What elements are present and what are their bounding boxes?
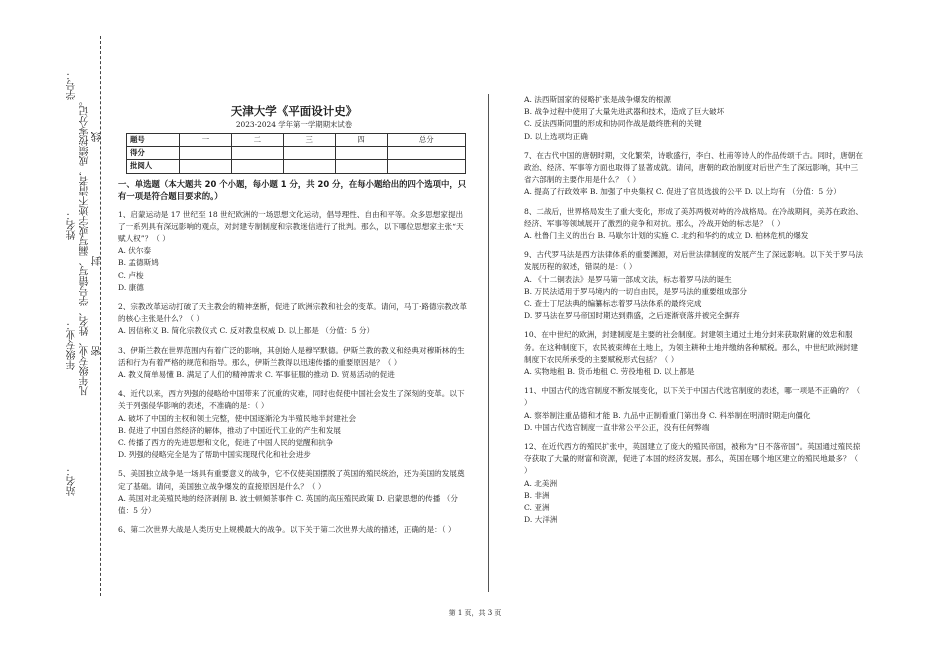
answer-option[interactable]: B. 非洲 <box>524 490 550 500</box>
grader-cell[interactable] <box>387 160 466 173</box>
question-stem: 10、在中世纪的欧洲，封建制度是主要的社会制度。封建领主通过土地分封来获取附庸的效忠和服务。在这种制度下，农民被束缚在土地上，为领主耕种土地并缴纳各种赋税。那么，中世纪欧洲封建制度下农民所承受的主要赋税形式包括？（ ） <box>524 330 859 364</box>
score-table-header: 一 <box>180 134 232 147</box>
column-divider <box>488 94 489 592</box>
school-label: 站名： <box>67 466 78 496</box>
question-block <box>118 388 470 461</box>
score-table-score-row <box>127 147 466 160</box>
binding-mark-xian: 线 <box>92 132 103 142</box>
answer-option[interactable]: A. 察举制注重品德和才能 B. 九品中正制看重门第出身 C. 科举制在明清时期走向僵化 <box>524 410 811 420</box>
answer-option[interactable]: A. 北美洲 <box>524 478 558 488</box>
binding-mark-feng: 封 <box>92 256 103 266</box>
question-block <box>524 94 864 143</box>
score-table-grader-row <box>127 160 466 173</box>
name-label: 姓名： <box>67 210 78 240</box>
exam-subtitle: 2023-2024 学年第一学期期末试卷 <box>235 120 353 129</box>
question-block <box>118 468 470 517</box>
answer-option[interactable]: B. 战争过程中使用了大量先进武器和技术，造成了巨大破坏 <box>524 107 725 117</box>
answer-option[interactable]: A. 杜鲁门主义的出台 B. 马歇尔计划的实施 C. 北约和华约的成立 D. 柏林危机的爆发 <box>524 231 809 241</box>
binding-warning-text: 凡年级专业、姓名、学号错写、漏写或字迹不清者，成绩按零分记。 <box>80 96 91 396</box>
answer-option[interactable]: A. 因信称义 B. 简化宗教仪式 C. 反对教皇权威 D. 以上都是 （分值：5 分） <box>118 326 375 336</box>
score-cell[interactable] <box>387 147 466 160</box>
section-heading: 一、单选题（本大题共 20 个小题，每小题 1 分，共 20 分，在每小题给出的四个选项中，只有一项是符合题目要求的。） <box>118 178 467 201</box>
question-stem: 3、伊斯兰教在世界范围内有着广泛的影响，其创始人是穆罕默德。伊斯兰教的教义和经典对穆斯林的生活和行为有着严格的规范和指导。那么，伊斯兰教得以迅速传播的重要原因是？（ ） <box>118 345 465 367</box>
score-cell[interactable] <box>180 147 232 160</box>
answer-option[interactable]: C. 查士丁尼法典的编纂标志着罗马法体系的最终完成 <box>524 299 702 309</box>
score-cell[interactable] <box>335 147 387 160</box>
question-stem: 1、启蒙运动是 17 世纪至 18 世纪欧洲的一场思想文化运动，倡导理性、自由和平等。众多思想家提出了一系列具有深远影响的观点，对封建专制制度和宗教迷信进行了批判。那么，以下哪位思想家主张“天赋人权”？（ ） <box>118 209 464 244</box>
answer-option[interactable]: A. 教义简单易懂 B. 满足了人们的精神需求 C. 军事征服的推动 D. 贸易活动的促进 <box>118 370 395 380</box>
score-table <box>126 133 466 174</box>
answer-option[interactable]: A. 《十二铜表法》是罗马第一部成文法，标志着罗马法的诞生 <box>524 274 732 284</box>
question-block <box>524 150 864 199</box>
grader-cell[interactable] <box>335 160 387 173</box>
score-table-header-row <box>127 134 466 147</box>
score-table-header: 二 <box>231 134 283 147</box>
question-block <box>524 206 864 243</box>
answer-option[interactable]: D. 康德 <box>118 282 144 292</box>
student-id-label: 学号： <box>67 70 78 100</box>
question-stem: 2、宗教改革运动打破了天主教会的精神垄断，促进了欧洲宗教和社会的变革。请问，马丁·路德宗教改革的核心主张是什么？（ ） <box>118 302 467 324</box>
grader-cell[interactable] <box>180 160 232 173</box>
answer-option[interactable]: D. 大洋洲 <box>524 515 558 525</box>
answer-option[interactable]: C. 卢梭 <box>118 270 144 280</box>
question-stem: 9、古代罗马法是西方法律体系的重要渊源，对后世法律制度的发展产生了深远影响。以下关于罗马法发展历程的叙述，错误的是：（ ） <box>524 250 863 272</box>
answer-option[interactable]: A. 法西斯国家的侵略扩张是战争爆发的根源 <box>524 95 671 104</box>
score-cell[interactable] <box>231 147 283 160</box>
answer-option[interactable]: C. 反法西斯同盟的形成和协同作战是最终胜利的关键 <box>524 119 702 129</box>
grader-cell[interactable] <box>231 160 283 173</box>
question-stem: 12、在近代西方的殖民扩张中，英国建立了庞大的殖民帝国，被称为“日不落帝国”。英国通过殖民掠夺获取了大量的财富和资源，促进了本国的经济发展。那么，英国在哪个地区建立的殖民地最多？（ ） <box>524 442 861 476</box>
right-column <box>524 94 864 527</box>
answer-option[interactable]: A. 提高了行政效率 B. 加强了中央集权 C. 促进了官员选拔的公平 D. 以上均有 （分值：5 分） <box>524 187 841 197</box>
question-block <box>118 345 470 382</box>
score-table-header: 题号 <box>127 134 180 147</box>
grader-cell[interactable] <box>283 160 335 173</box>
question-stem: 4、近代以来，西方列强的侵略给中国带来了沉重的灾难，同时也促使中国社会发生了深刻的变革。以下关于列强侵华影响的表述，不准确的是：（ ） <box>118 389 465 411</box>
answer-option[interactable]: A. 破坏了中国的主权和领土完整，使中国逐渐沦为半殖民地半封建社会 <box>118 413 357 423</box>
question-stem: 6、第二次世界大战是人类历史上规模最大的战争。以下关于第二次世界大战的描述，正确的是：（ ） <box>118 525 456 535</box>
answer-option[interactable]: A. 实物地租 B. 货币地租 C. 劳役地租 D. 以上都是 <box>524 367 695 377</box>
binding-mark-mi: 密 <box>92 346 103 356</box>
score-table-header: 四 <box>335 134 387 147</box>
answer-option[interactable]: D. 罗马法在罗马帝国时期达到鼎盛，之后逐渐衰落并被完全摒弃 <box>524 311 740 321</box>
answer-option[interactable]: C. 传播了西方的先进思想和文化，促进了中国人民的觉醒和抗争 <box>118 438 334 448</box>
left-column <box>118 104 470 536</box>
question-block <box>118 209 470 294</box>
question-block <box>524 441 864 526</box>
answer-option[interactable]: B. 孟德斯鸠 <box>118 258 159 268</box>
answer-option[interactable]: D. 以上选项均正确 <box>524 131 588 141</box>
major-label: 年级专业： <box>67 320 78 370</box>
answer-option[interactable]: A. 伏尔泰 <box>118 246 152 256</box>
score-table-header: 三 <box>283 134 335 147</box>
page-footer: 第 1 页，共 3 页 <box>448 609 502 617</box>
answer-option[interactable]: D. 中国古代选官制度一直非常公平公正，没有任何弊端 <box>524 422 710 432</box>
question-stem: 11、中国古代的选官制度不断发展变化，以下关于中国古代选官制度的表述，哪一项是不正确的？（ ） <box>524 386 861 408</box>
question-stem: 8、二战后，世界格局发生了重大变化，形成了美苏两极对峙的冷战格局。在冷战期间，美苏在政治、经济、军事等领域展开了激烈的竞争和对抗。那么，冷战开始的标志是？（ ） <box>524 206 863 228</box>
question-stem: 7、在古代中国的唐朝时期，文化繁荣，诗歌盛行，李白、杜甫等诗人的作品传颂千古。同时，唐朝在政治、经济、军事等方面也取得了显著成就。请问，唐朝的政治制度对后世产生了深远影响，其中三省六部制的主要作用是什么？（ ） <box>524 150 863 185</box>
answer-option[interactable]: D. 列强的侵略完全是为了帮助中国实现现代化和社会进步 <box>118 450 311 460</box>
left-questions <box>118 209 470 537</box>
grader-row-label: 批阅人 <box>127 160 180 173</box>
binding-dashed-line <box>100 36 101 596</box>
answer-option[interactable]: B. 万民法适用于罗马境内的一切自由民，是罗马法的重要组成部分 <box>524 286 748 296</box>
question-block <box>524 329 864 378</box>
question-block <box>118 524 470 536</box>
score-cell[interactable] <box>283 147 335 160</box>
answer-option[interactable]: B. 促进了中国自然经济的解体，推动了中国近代工业的产生和发展 <box>118 425 342 435</box>
question-block <box>524 385 864 434</box>
answer-option[interactable]: C. 亚洲 <box>524 503 550 513</box>
question-block <box>524 249 864 322</box>
question-block <box>118 301 470 338</box>
score-row-label: 得分 <box>127 147 180 160</box>
question-stem: 5、美国独立战争是一场具有重要意义的战争，它不仅使美国摆脱了英国的殖民统治，还为美国的发展奠定了基础。请问，美国独立战争爆发的直接原因是什么？（ ） <box>118 469 465 491</box>
exam-title: 天津大学《平面设计史》 <box>230 104 358 118</box>
answer-option[interactable]: A. 英国对北美殖民地的经济剥削 B. 波士顿倾茶事件 C. 英国的高压殖民政策 D. 启蒙思想的传播 （分值：5 分） <box>118 493 458 516</box>
score-table-header: 总分 <box>387 134 466 147</box>
